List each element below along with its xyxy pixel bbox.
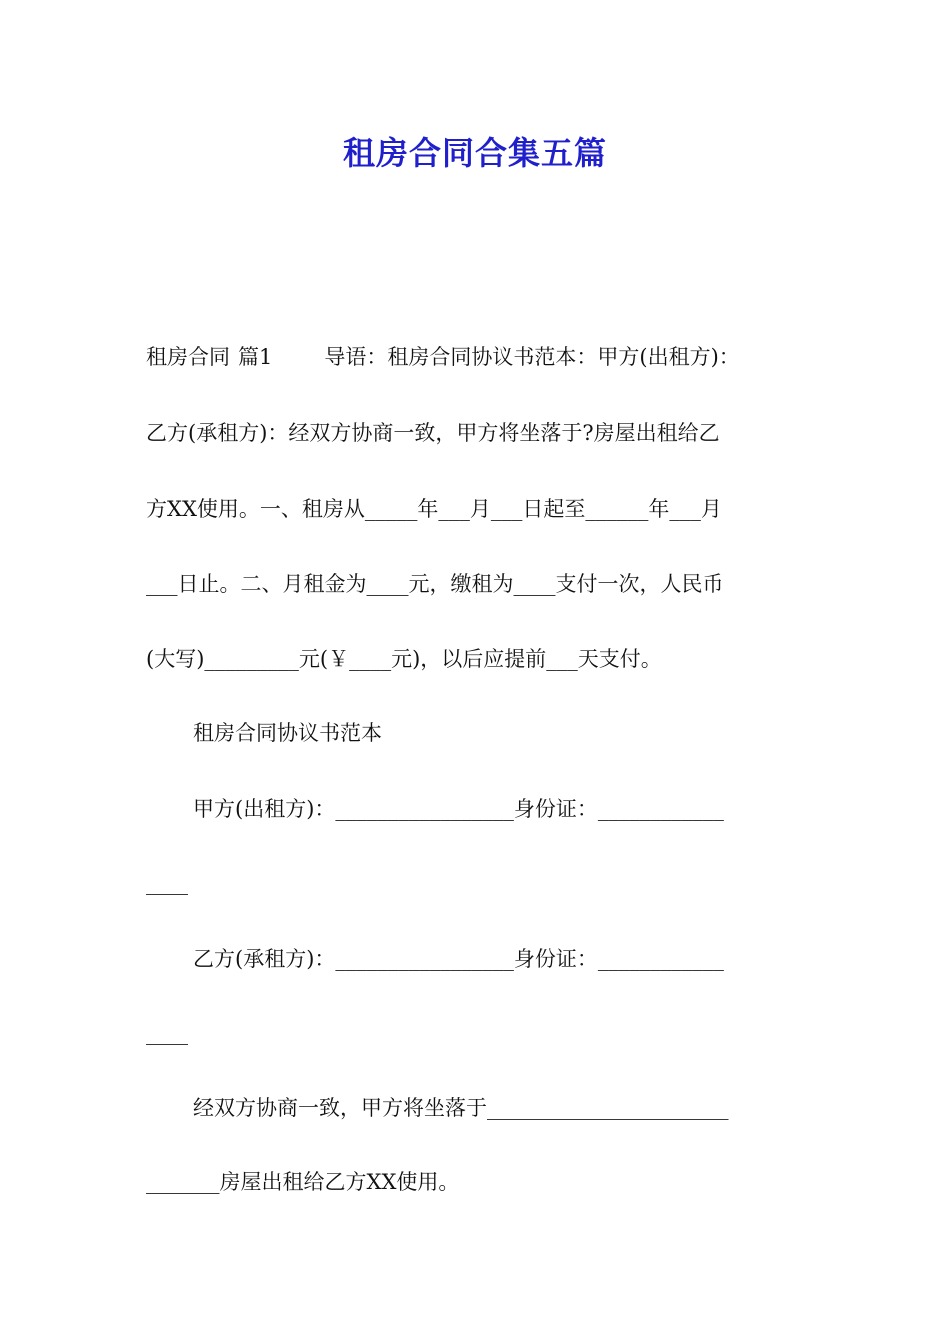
section-number: 篇1 <box>238 345 273 369</box>
paragraph-1-line-1 <box>146 342 740 372</box>
agreement-line-1: 经双方协商一致，甲方将坐落于_______________________ <box>193 1096 729 1120</box>
party-b-line-1: 乙方(承租方)：_________________身份证：____________ <box>193 947 724 971</box>
paragraph-1-line-2: 乙方(承租方)：经双方协商一致，甲方将坐落于?房屋出租给乙 <box>146 421 720 445</box>
contract-heading: 租房合同协议书范本 <box>193 721 382 745</box>
intro-text: 导语：租房合同协议书范本：甲方(出租方)： <box>324 345 740 369</box>
document-title: 租房合同合集五篇 <box>342 134 607 172</box>
agreement-line-2: _______房屋出租给乙方XX使用。 <box>146 1170 460 1194</box>
section-label: 租房合同 <box>146 345 230 369</box>
paragraph-1-line-3: 方XX使用。一、租房从_____年___月___日起至______年___月 <box>146 497 722 521</box>
party-a-line-2: ____ <box>146 871 188 895</box>
paragraph-1-line-5: (大写)_________元(￥____元)，以后应提前___天支付。 <box>146 647 662 671</box>
party-a-line-1: 甲方(出租方)：_________________身份证：____________ <box>193 797 724 821</box>
party-b-line-2: ____ <box>146 1021 188 1045</box>
paragraph-1-line-4: ___日止。二、月租金为____元，缴租为____支付一次，人民币 <box>146 572 724 596</box>
